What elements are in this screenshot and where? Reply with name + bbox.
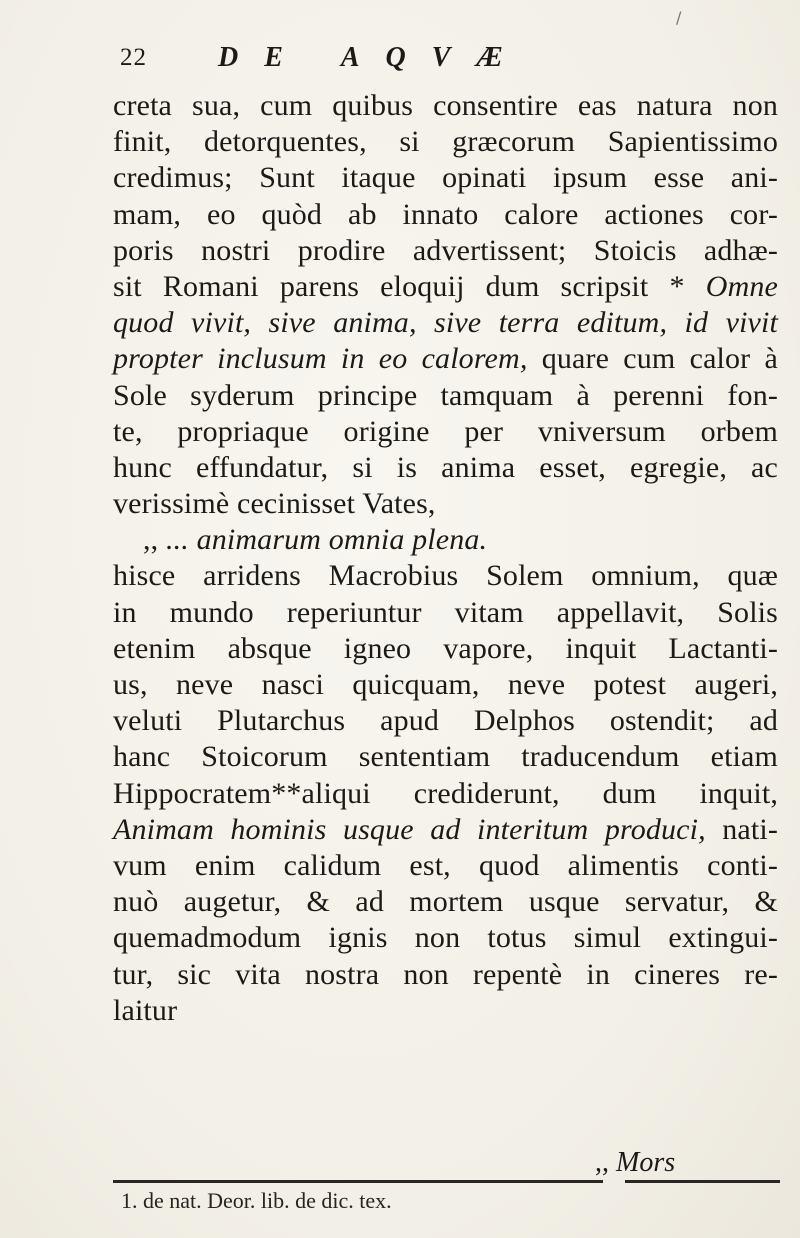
verse-quote: ... animarum omnia plena. [165, 523, 488, 557]
text-line [113, 269, 778, 305]
text-line: finit, detorquentes, si græcorum Sapientissimo [113, 125, 778, 159]
text-line: etenim absque igneo vapore, inquit Lactanti- [113, 631, 778, 665]
text-line [113, 812, 778, 848]
catchword [595, 1147, 675, 1179]
text-line: mam, eo quòd ab innato calore actiones cor- [113, 197, 778, 231]
page-header [120, 44, 720, 84]
footnote-rule [113, 1180, 603, 1183]
text-line: tur, sic vita nostra non repentè in cineres re- [113, 957, 778, 991]
corner-mark: / [676, 8, 682, 27]
text-segment: nati- [705, 812, 778, 846]
text-line: hisce arridens Macrobius Solem omnium, quæ [113, 559, 778, 593]
catchword-word: Mors [616, 1147, 676, 1178]
text-line: vum enim calidum est, quod alimentis conti- [113, 848, 778, 882]
text-line: hanc Stoicorum sententiam traducendum etiam [113, 740, 778, 774]
quote-line: propter inclusum in eo calorem, [113, 342, 528, 376]
text-line [113, 341, 778, 377]
page-number: 22 [120, 44, 147, 71]
quote-line: quod vivit, sive anima, sive terra editum, id vivit [113, 306, 778, 340]
text-line: creta sua, cum quibus consentire eas natura non [113, 89, 778, 122]
text-line: Hippocratem**aliqui crediderunt, dum inquit, [113, 776, 778, 810]
text-line: te, propriaque origine per vniversum orbem [113, 414, 778, 448]
text-line: laitur [113, 993, 178, 1027]
footnote: 1. de nat. Deor. lib. de dic. tex. [121, 1188, 392, 1213]
text-line: Sole syderum principe tamquam à perenni fon- [113, 378, 778, 412]
verse-quote-mark: ,, [143, 523, 159, 557]
text-line: veluti Plutarchus apud Delphos ostendit; ad [113, 704, 778, 738]
body-text [113, 88, 778, 1029]
text-segment: sit Romani parens eloquij dum scripsit * [113, 269, 706, 303]
text-line: poris nostri prodire advertissent; Stoicis adhæ- [113, 233, 778, 267]
quote-line: Animam hominis usque ad interitum produci, [113, 812, 706, 846]
catchword-mark: ,, [595, 1147, 609, 1178]
text-line: hunc effundatur, si is anima esset, egregie, ac [113, 450, 778, 484]
text-line: verissimè cecinisset Vates, [113, 487, 436, 521]
verse-quote-line [113, 522, 778, 558]
text-line: us, neve nasci quicquam, neve potest augeri, [113, 668, 778, 701]
text-line: in mundo reperiuntur vitam appellavit, Solis [113, 595, 778, 629]
text-line: quemadmodum ignis non totus simul extingui- [113, 921, 778, 955]
text-line: nuò augetur, & ad mortem usque servatur, & [113, 885, 778, 919]
running-head: DE AQVÆ [218, 42, 529, 73]
quote-start: Omne [705, 269, 778, 303]
text-segment: quare cum calor à [527, 342, 778, 376]
footnote-rule [625, 1180, 780, 1183]
text-line: credimus; Sunt itaque opinati ipsum esse ani- [113, 161, 778, 195]
